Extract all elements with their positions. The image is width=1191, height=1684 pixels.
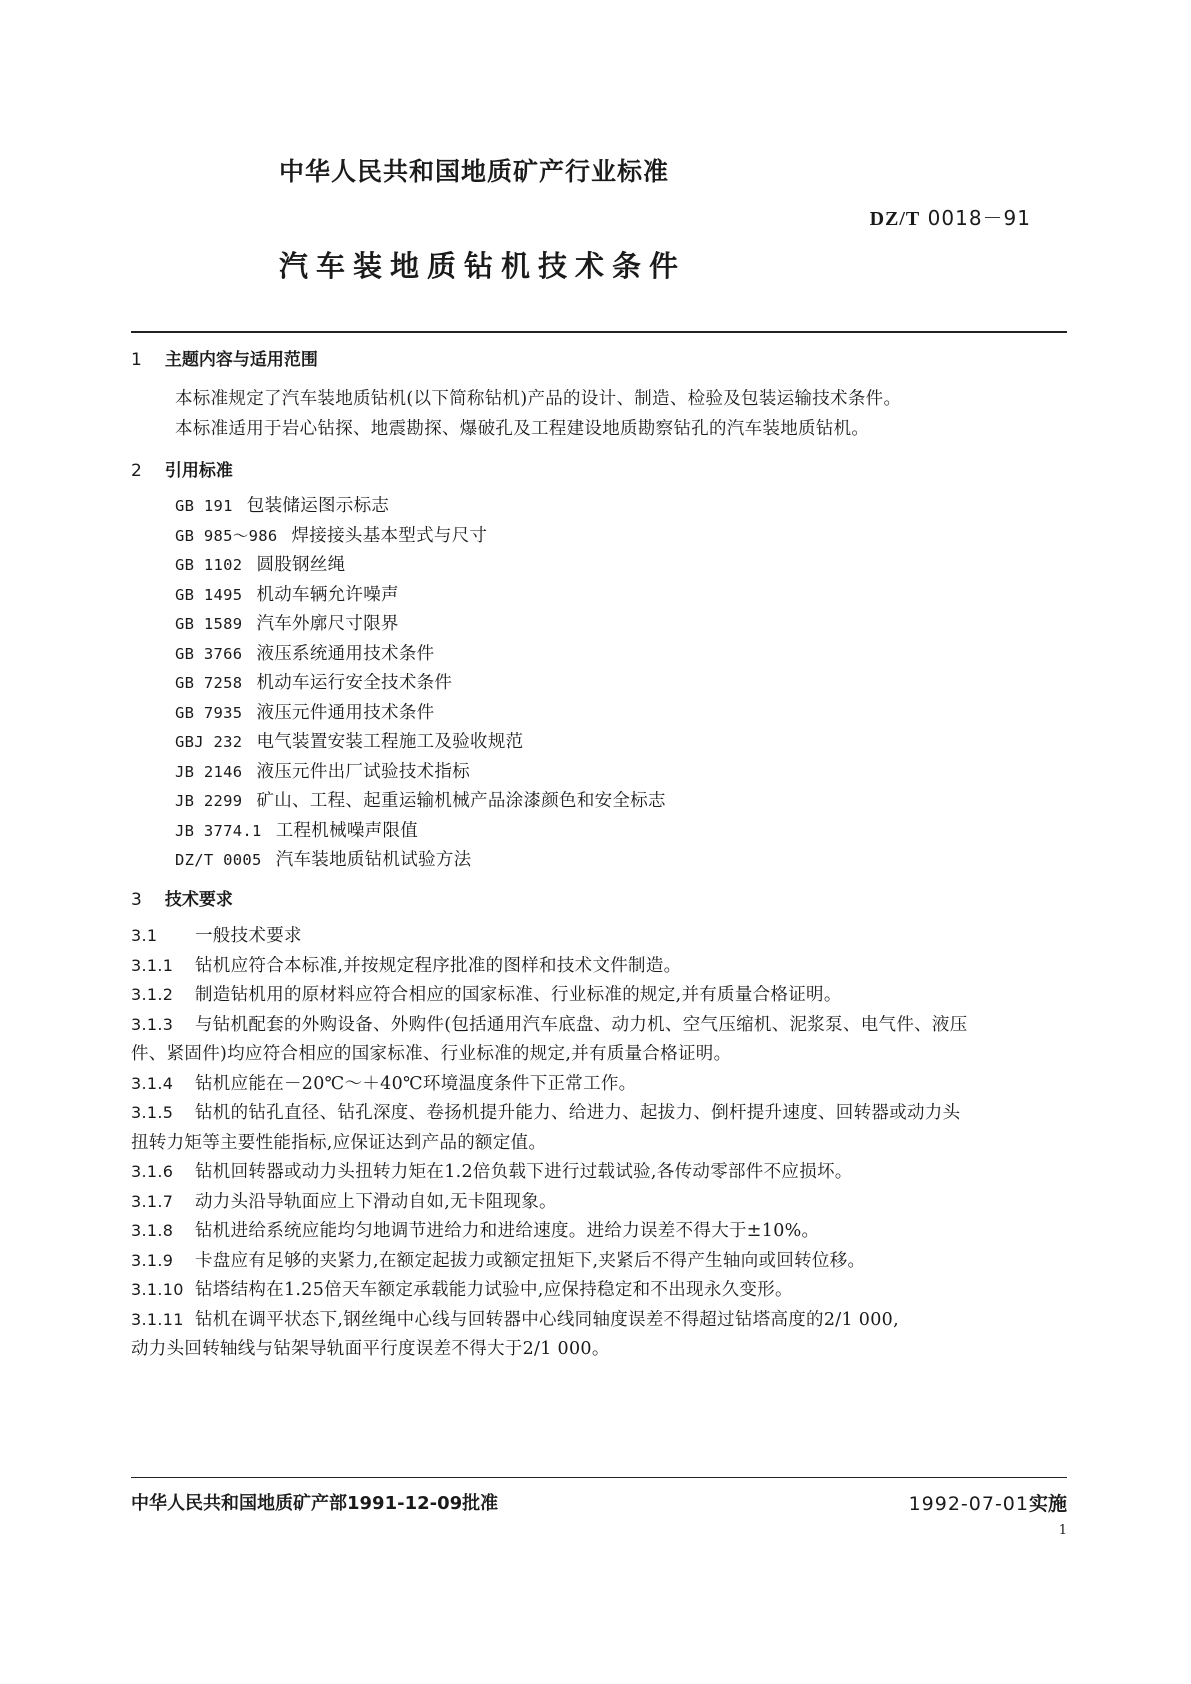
clause-number: 3.1.8 <box>131 1221 174 1240</box>
clause <box>131 1011 968 1036</box>
section-2-heading <box>131 456 233 481</box>
reference-name: 电气装置安装工程施工及验收规范 <box>256 732 524 752</box>
header-divider <box>131 331 1067 333</box>
section-title: 引用标准 <box>164 461 233 481</box>
clause-text: 一般技术要求 <box>195 926 302 946</box>
clause-text: 钻机应能在－20℃～＋40℃环境温度条件下正常工作。 <box>195 1074 637 1094</box>
section-1-paragraph: 本标准适用于岩心钻探、地震勘探、爆破孔及工程建设地质勘察钻孔的汽车装地质钻机。 <box>175 419 870 439</box>
section-1-paragraph: 本标准规定了汽车装地质钻机(以下简称钻机)产品的设计、制造、检验及包装运输技术条件。 <box>175 389 902 409</box>
effective-label: 实施 <box>1028 1493 1067 1515</box>
clause <box>131 1276 793 1301</box>
reference-code: GBJ 232 <box>175 733 243 751</box>
reference-code: GB 7258 <box>175 674 243 692</box>
section-title: 技术要求 <box>164 890 233 910</box>
standard-code <box>870 202 1031 231</box>
page-number: 1 <box>1058 1523 1067 1538</box>
reference-name: 液压元件出厂试验技术指标 <box>256 762 471 782</box>
reference-item <box>175 669 452 694</box>
effective-statement <box>909 1489 1067 1516</box>
reference-item <box>175 492 389 517</box>
approval-statement: 中华人民共和国地质矿产部1991-12-09批准 <box>131 1493 499 1514</box>
section-3-heading <box>131 885 233 910</box>
clause-number: 3.1.11 <box>131 1310 184 1329</box>
clause <box>131 952 681 977</box>
clause <box>131 1099 960 1124</box>
reference-item <box>175 758 470 783</box>
reference-name: 圆股钢丝绳 <box>256 555 346 575</box>
clause <box>131 1306 899 1331</box>
clause-number: 3.1.3 <box>131 1015 174 1034</box>
clause-continuation: 件、紧固件)均应符合相应的国家标准、行业标准的规定,并有质量合格证明。 <box>131 1044 732 1064</box>
document-title: 汽车装地质钻机技术条件 <box>279 249 687 283</box>
effective-date: 1992-07-01 <box>908 1493 1029 1515</box>
section-number: 2 <box>131 461 142 481</box>
issuing-organization: 中华人民共和国地质矿产行业标准 <box>279 157 670 186</box>
reference-item <box>175 551 345 576</box>
reference-name: 矿山、工程、起重运输机械产品涂漆颜色和安全标志 <box>256 791 666 811</box>
reference-code: GB 191 <box>175 497 233 515</box>
reference-name: 液压元件通用技术条件 <box>256 703 435 723</box>
clause-continuation: 扭转力矩等主要性能指标,应保证达到产品的额定值。 <box>131 1133 547 1153</box>
clause-text: 制造钻机用的原材料应符合相应的国家标准、行业标准的规定,并有质量合格证明。 <box>195 985 842 1005</box>
clause <box>131 981 842 1006</box>
reference-name: 机动车运行安全技术条件 <box>256 673 453 693</box>
reference-item <box>175 817 418 842</box>
clause-text: 钻机应符合本标准,并按规定程序批准的图样和技术文件制造。 <box>195 956 682 976</box>
reference-code: GB 1495 <box>175 586 243 604</box>
reference-name: 汽车装地质钻机试验方法 <box>275 850 472 870</box>
reference-item <box>175 640 434 665</box>
section-number: 3 <box>131 890 142 910</box>
clause <box>131 922 302 947</box>
clause-number: 3.1.1 <box>131 956 174 975</box>
clause-text: 钻机回转器或动力头扭转力矩在1.2倍负载下进行过载试验,各传动零部件不应损坏。 <box>195 1162 853 1182</box>
reference-code: GB 3766 <box>175 645 243 663</box>
reference-name: 包装储运图示标志 <box>246 496 390 516</box>
reference-code: JB 3774.1 <box>175 822 262 840</box>
reference-code: GB 7935 <box>175 704 243 722</box>
clause-text: 钻机进给系统应能均匀地调节进给力和进给速度。进给力误差不得大于±10%。 <box>195 1221 820 1241</box>
reference-code: GB 1102 <box>175 556 243 574</box>
reference-item <box>175 699 434 724</box>
reference-item <box>175 846 472 871</box>
clause <box>131 1158 853 1183</box>
reference-code: JB 2299 <box>175 792 243 810</box>
clause <box>131 1070 637 1095</box>
clause-number: 3.1.10 <box>131 1280 184 1299</box>
clause-continuation: 动力头回转轴线与钻架导轨面平行度误差不得大于2/1 000。 <box>131 1339 610 1359</box>
standard-code-number: 0018－91 <box>927 206 1031 230</box>
footer-divider <box>131 1477 1067 1478</box>
clause <box>131 1247 865 1272</box>
standard-code-prefix: DZ/T <box>869 208 921 230</box>
section-number: 1 <box>131 350 142 370</box>
reference-item <box>175 787 666 812</box>
reference-code: JB 2146 <box>175 763 243 781</box>
reference-item <box>175 728 523 753</box>
reference-code: GB 985～986 <box>175 527 278 545</box>
clause <box>131 1188 557 1213</box>
clause-number: 3.1.4 <box>131 1074 174 1093</box>
reference-name: 液压系统通用技术条件 <box>256 644 435 664</box>
clause-text: 与钻机配套的外购设备、外购件(包括通用汽车底盘、动力机、空气压缩机、泥浆泵、电气件、液压 <box>195 1015 968 1035</box>
reference-code: GB 1589 <box>175 615 243 633</box>
reference-name: 机动车辆允许噪声 <box>256 585 399 605</box>
reference-name: 焊接接头基本型式与尺寸 <box>291 526 488 546</box>
section-1-heading <box>131 345 318 370</box>
clause-text: 钻机的钻孔直径、钻孔深度、卷扬机提升能力、给进力、起拔力、倒杆提升速度、回转器或动力头 <box>195 1103 961 1123</box>
clause-text: 钻塔结构在1.25倍天车额定承载能力试验中,应保持稳定和不出现永久变形。 <box>195 1280 793 1300</box>
reference-item <box>175 581 399 606</box>
clause-number: 3.1.6 <box>131 1162 174 1181</box>
clause-number: 3.1.2 <box>131 985 174 1004</box>
reference-name: 汽车外廓尺寸限界 <box>256 614 399 634</box>
clause-text: 动力头沿导轨面应上下滑动自如,无卡阻现象。 <box>195 1192 557 1212</box>
clause-number: 3.1.7 <box>131 1192 174 1211</box>
clause-text: 卡盘应有足够的夹紧力,在额定起拔力或额定扭矩下,夹紧后不得产生轴向或回转位移。 <box>195 1251 866 1271</box>
clause <box>131 1217 819 1242</box>
clause-number: 3.1 <box>131 926 158 945</box>
section-title: 主题内容与适用范围 <box>164 350 318 370</box>
reference-code: DZ/T 0005 <box>175 851 262 869</box>
reference-name: 工程机械噪声限值 <box>275 821 419 841</box>
reference-item <box>175 610 399 635</box>
clause-text: 钻机在调平状态下,钢丝绳中心线与回转器中心线同轴度误差不得超过钻塔高度的2/1 000, <box>195 1310 899 1330</box>
clause-number: 3.1.9 <box>131 1251 174 1270</box>
clause-number: 3.1.5 <box>131 1103 174 1122</box>
reference-item <box>175 522 487 547</box>
